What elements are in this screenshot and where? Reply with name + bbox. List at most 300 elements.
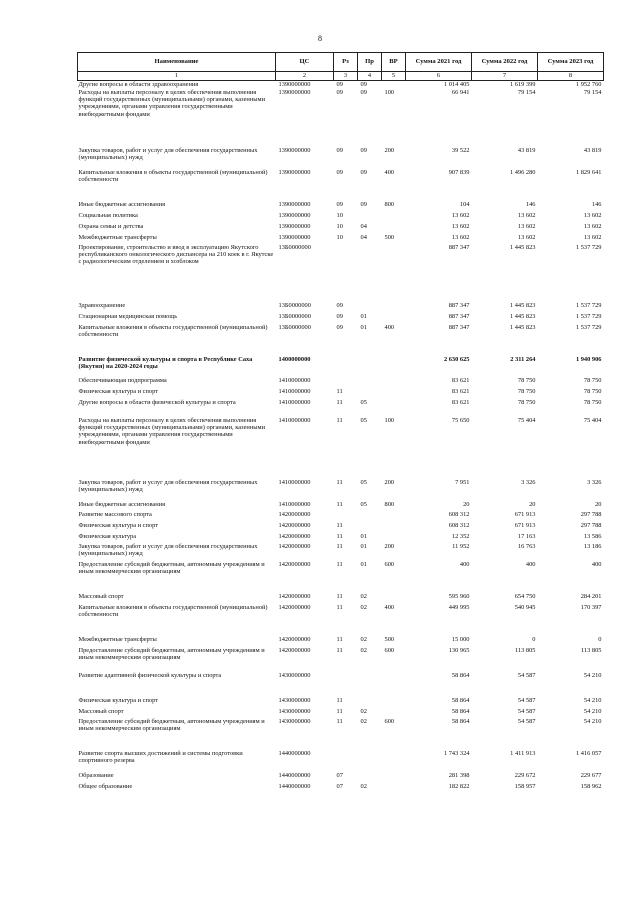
row-section: 10: [336, 233, 343, 241]
table-row: [78, 147, 604, 169]
header-pr: Пр: [358, 53, 382, 72]
row-sum-2021: 75 650: [451, 416, 470, 424]
row-sum-2021: 608 312: [448, 510, 470, 518]
row-target-code: 1430000000: [278, 671, 311, 679]
row-section: 11: [336, 416, 343, 424]
row-sum-2023: 54 210: [583, 707, 602, 715]
table-row: [78, 169, 604, 201]
table-row: [78, 543, 604, 561]
row-expense-type: [382, 750, 406, 772]
row-name: Расходы на выплаты персоналу в целях обеспечения выполнения функций государственных (муниципальными) органами, казенными учреждениями, органами управления государственными внебюджетными фондами: [78, 88, 266, 118]
row-target-code: 1430000000: [278, 717, 311, 725]
table-row: [78, 223, 604, 234]
row-sum-2023: 1 952 760: [575, 81, 602, 88]
row-section: 11: [336, 478, 343, 486]
row-target-code: 1410000000: [278, 416, 311, 424]
row-expense-type: 200: [384, 542, 395, 550]
column-number: 6: [406, 72, 472, 81]
row-sum-2023: 297 788: [580, 510, 602, 518]
header-sum-2022: Сумма 2022 год: [472, 53, 538, 72]
row-sum-2021: 66 941: [451, 88, 470, 96]
row-target-code: 1420000000: [278, 560, 311, 568]
row-sum-2022: 2 311 264: [510, 355, 536, 363]
row-section: 10: [336, 222, 343, 230]
row-expense-type: [382, 356, 406, 377]
table-row: [78, 672, 604, 697]
column-number-row: [78, 72, 604, 81]
row-sum-2021: 7 951: [455, 478, 470, 486]
table-row: [78, 718, 604, 750]
row-sum-2021: 887 347: [448, 243, 470, 251]
table-row: [78, 750, 604, 772]
column-number: 8: [538, 72, 604, 81]
row-expense-type: 800: [384, 200, 395, 208]
column-number: 7: [472, 72, 538, 81]
row-name: Физическая культура: [78, 532, 137, 540]
row-sum-2022: 540 945: [514, 603, 536, 611]
row-sum-2021: 400: [459, 560, 470, 568]
row-sum-2023: 13 602: [583, 233, 602, 241]
row-sum-2023: 229 677: [580, 771, 602, 779]
row-sum-2023: 146: [591, 200, 602, 208]
row-subsection: 02: [360, 635, 367, 643]
row-sum-2022: 75 404: [517, 416, 536, 424]
row-sum-2022: 16 763: [517, 542, 536, 550]
header-sum-2023: Сумма 2023 год: [538, 53, 604, 72]
row-sum-2021: 130 965: [448, 646, 470, 654]
column-number: 4: [358, 72, 382, 81]
table-row: [78, 561, 604, 593]
table-body: [78, 81, 604, 793]
row-expense-type: [382, 399, 406, 417]
row-sum-2022: 13 602: [517, 211, 536, 219]
row-section: 11: [336, 532, 343, 540]
row-sum-2023: 113 805: [580, 646, 602, 654]
row-expense-type: [382, 522, 406, 533]
row-expense-type: [382, 672, 406, 697]
row-sum-2023: 13 186: [583, 542, 602, 550]
row-subsection: [358, 697, 382, 708]
row-name: Закупка товаров, работ и услуг для обеспечения государственных (муниципальных) нужд: [78, 542, 258, 557]
row-expense-type: [382, 697, 406, 708]
row-expense-type: 100: [384, 88, 395, 96]
row-sum-2022: 0: [532, 635, 536, 643]
row-section: 07: [336, 771, 343, 779]
table-row: [78, 708, 604, 718]
row-target-code: 1420000000: [278, 510, 311, 518]
row-section: [334, 377, 358, 388]
row-sum-2023: 43 819: [583, 146, 602, 154]
header-rz: Рз: [334, 53, 358, 72]
row-name: Социальная политика: [78, 211, 138, 219]
row-target-code: 1410000000: [278, 376, 311, 384]
row-expense-type: 100: [384, 416, 395, 424]
row-sum-2021: 281 398: [448, 771, 470, 779]
row-sum-2022: 13 602: [517, 233, 536, 241]
row-section: 11: [336, 592, 343, 600]
row-section: 11: [336, 603, 343, 611]
column-number: 1: [78, 72, 276, 81]
row-target-code: 1440000000: [278, 749, 311, 757]
row-expense-type: 600: [384, 646, 395, 654]
row-subsection: 01: [360, 542, 367, 550]
table-row: [78, 302, 604, 313]
row-subsection: 05: [360, 478, 367, 486]
row-subsection: [358, 672, 382, 697]
row-name: Капитальные вложения в объекты государственной (муниципальной) собственности: [78, 168, 268, 183]
page-number: 8: [318, 34, 322, 43]
row-sum-2021: 11 952: [452, 542, 470, 550]
row-name: Развитие массового спорта: [78, 510, 152, 518]
row-subsection: [358, 356, 382, 377]
row-sum-2022: 1 445 823: [509, 312, 536, 320]
row-expense-type: [382, 388, 406, 399]
row-name: Охрана семьи и детства: [78, 222, 144, 230]
row-expense-type: [382, 593, 406, 604]
row-sum-2023: 1 537 729: [575, 312, 602, 320]
row-sum-2023: 13 602: [583, 211, 602, 219]
table-header-row: [78, 53, 604, 72]
row-name: Развитие адаптивной физической культуры и спорта: [78, 671, 222, 679]
row-name: Предоставление субсидий бюджетным, автономным учреждениям и иным некоммерческим организациям: [78, 646, 265, 661]
row-section: 09: [336, 88, 343, 96]
table-row: [78, 388, 604, 399]
row-expense-type: 600: [384, 717, 395, 725]
row-sum-2022: 1 496 280: [509, 168, 536, 176]
row-sum-2021: 608 312: [448, 521, 470, 529]
row-subsection: 02: [360, 646, 367, 654]
row-target-code: 1410000000: [278, 500, 311, 508]
header-cs: ЦС: [276, 53, 334, 72]
row-name: Образование: [78, 771, 114, 779]
row-name: Иные бюджетные ассигнования: [78, 200, 166, 208]
row-expense-type: [382, 81, 406, 89]
row-sum-2021: 595 960: [448, 592, 470, 600]
row-sum-2021: 2 630 625: [443, 355, 470, 363]
row-expense-type: [382, 511, 406, 522]
row-subsection: 02: [360, 592, 367, 600]
row-sum-2023: 13 586: [583, 532, 602, 540]
column-number: 2: [276, 72, 334, 81]
row-expense-type: [382, 212, 406, 223]
row-sum-2021: 887 347: [448, 312, 470, 320]
row-subsection: 05: [360, 416, 367, 424]
row-target-code: 13Б0000000: [278, 323, 311, 331]
table-row: [78, 417, 604, 479]
row-sum-2023: 1 416 057: [575, 749, 602, 757]
row-section: 10: [336, 211, 343, 219]
row-name: Другие вопросы в области физической культуры и спорта: [78, 398, 236, 406]
row-name: Стационарная медицинская помощь: [78, 312, 178, 320]
row-subsection: 09: [360, 168, 367, 176]
row-subsection: 02: [360, 603, 367, 611]
row-subsection: 01: [360, 532, 367, 540]
row-name: Капитальные вложения в объекты государственной (муниципальной) собственности: [78, 323, 268, 338]
row-expense-type: 200: [384, 478, 395, 486]
row-sum-2021: 182 822: [448, 782, 470, 790]
table-row: [78, 234, 604, 244]
row-subsection: [358, 212, 382, 223]
row-section: 09: [336, 81, 343, 88]
row-sum-2023: 170 397: [580, 603, 602, 611]
row-name: Физическая культура и спорт: [78, 521, 159, 529]
row-sum-2023: 75 404: [583, 416, 602, 424]
row-subsection: 09: [360, 81, 367, 88]
row-subsection: [358, 377, 382, 388]
row-sum-2021: 13 602: [451, 222, 470, 230]
row-target-code: 1390000000: [278, 222, 311, 230]
row-sum-2023: 54 210: [583, 717, 602, 725]
row-target-code: 1390000000: [278, 146, 311, 154]
row-expense-type: 400: [384, 323, 395, 331]
row-subsection: [358, 244, 382, 302]
row-sum-2021: 83 621: [451, 387, 470, 395]
row-sum-2023: 78 750: [583, 398, 602, 406]
row-sum-2021: 58 864: [451, 696, 470, 704]
row-sum-2023: 400: [591, 560, 602, 568]
row-sum-2021: 104: [459, 200, 470, 208]
row-name: Предоставление субсидий бюджетным, автономным учреждениям и иным некоммерческим организациям: [78, 717, 265, 732]
row-sum-2023: 1 829 641: [575, 168, 602, 176]
row-expense-type: [382, 302, 406, 313]
row-section: 11: [336, 398, 343, 406]
table-row: [78, 212, 604, 223]
row-section: [334, 356, 358, 377]
row-sum-2023: 78 750: [583, 376, 602, 384]
row-subsection: 04: [360, 222, 367, 230]
row-target-code: 1420000000: [278, 532, 311, 540]
row-name: Массовый спорт: [78, 592, 124, 600]
table-row: [78, 324, 604, 356]
row-subsection: 05: [360, 500, 367, 508]
row-sum-2022: 1 445 823: [509, 301, 536, 309]
row-sum-2022: 671 913: [514, 510, 536, 518]
row-sum-2022: 54 587: [517, 696, 536, 704]
row-sum-2022: 1 619 399: [509, 81, 536, 88]
row-target-code: 1420000000: [278, 635, 311, 643]
row-sum-2022: 78 750: [517, 398, 536, 406]
table-row: [78, 593, 604, 604]
row-sum-2021: 887 347: [448, 301, 470, 309]
row-expense-type: 400: [384, 168, 395, 176]
row-target-code: 13Б0000000: [278, 243, 311, 251]
row-sum-2023: 54 210: [583, 696, 602, 704]
row-target-code: 1420000000: [278, 521, 311, 529]
row-sum-2023: 0: [598, 635, 602, 643]
row-expense-type: [382, 377, 406, 388]
row-section: [334, 244, 358, 302]
row-name: Межбюджетные трансферты: [78, 233, 157, 241]
row-sum-2021: 907 839: [448, 168, 470, 176]
row-subsection: 01: [360, 323, 367, 331]
row-name: Обеспечивающая подпрограмма: [78, 376, 167, 384]
table-row: [78, 313, 604, 324]
row-target-code: 1430000000: [278, 707, 311, 715]
row-sum-2022: 229 672: [514, 771, 536, 779]
row-expense-type: 500: [384, 635, 395, 643]
row-target-code: 1440000000: [278, 771, 311, 779]
row-subsection: 05: [360, 398, 367, 406]
row-name: Развитие физической культуры и спорта в Республике Саха (Якутия) на 2020-2024 годы: [78, 355, 253, 370]
row-sum-2023: 284 201: [580, 592, 602, 600]
table-row: [78, 697, 604, 708]
row-sum-2022: 54 587: [517, 717, 536, 725]
row-target-code: 1390000000: [278, 211, 311, 219]
table-row: [78, 533, 604, 543]
row-sum-2022: 17 163: [517, 532, 536, 540]
table-row: [78, 783, 604, 793]
row-target-code: 1390000000: [278, 88, 311, 96]
row-sum-2022: 400: [525, 560, 536, 568]
row-sum-2023: 158 962: [580, 782, 602, 790]
row-name: Массовый спорт: [78, 707, 124, 715]
row-section: 09: [336, 200, 343, 208]
row-sum-2021: 83 621: [451, 398, 470, 406]
row-sum-2021: 1 743 324: [443, 749, 470, 757]
row-name: Межбюджетные трансферты: [78, 635, 157, 643]
row-subsection: 09: [360, 88, 367, 96]
row-sum-2023: 1 537 729: [575, 323, 602, 331]
row-target-code: 1410000000: [278, 398, 311, 406]
row-subsection: 02: [360, 782, 367, 790]
row-sum-2023: 1 537 729: [575, 301, 602, 309]
row-sum-2022: 1 445 823: [509, 323, 536, 331]
row-sum-2022: 113 805: [514, 646, 536, 654]
row-sum-2022: 78 750: [517, 387, 536, 395]
row-section: [334, 750, 358, 772]
row-sum-2022: 654 750: [514, 592, 536, 600]
column-number: 3: [334, 72, 358, 81]
row-subsection: [358, 750, 382, 772]
row-subsection: 02: [360, 717, 367, 725]
row-section: [334, 672, 358, 697]
row-sum-2023: 1 537 729: [575, 243, 602, 251]
row-sum-2021: 20: [463, 500, 470, 508]
row-section: 11: [336, 635, 343, 643]
row-sum-2023: 13 602: [583, 222, 602, 230]
row-section: 09: [336, 312, 343, 320]
row-section: 07: [336, 782, 343, 790]
row-name: Общее образование: [78, 782, 133, 790]
row-sum-2023: 297 788: [580, 521, 602, 529]
row-sum-2023: 20: [595, 500, 602, 508]
row-section: 11: [336, 560, 343, 568]
budget-table: [77, 52, 604, 793]
table-row: [78, 636, 604, 647]
row-name: Здравоохранение: [78, 301, 126, 309]
row-section: 11: [336, 717, 343, 725]
table-row: [78, 356, 604, 377]
row-expense-type: [382, 783, 406, 793]
row-target-code: 1420000000: [278, 592, 311, 600]
row-name: Физическая культура и спорт: [78, 696, 159, 704]
row-target-code: 13Б0000000: [278, 301, 311, 309]
row-expense-type: [382, 533, 406, 543]
header-vr: ВР: [382, 53, 406, 72]
row-subsection: 02: [360, 707, 367, 715]
table-row: [78, 501, 604, 511]
row-target-code: 1390000000: [278, 233, 311, 241]
row-target-code: 1410000000: [278, 478, 311, 486]
row-sum-2021: 13 602: [451, 211, 470, 219]
row-name: Другие вопросы в области здравоохранения: [78, 81, 199, 88]
row-subsection: 09: [360, 200, 367, 208]
row-sum-2022: 146: [525, 200, 536, 208]
row-sum-2021: 58 864: [451, 717, 470, 725]
row-section: 11: [336, 646, 343, 654]
table-row: [78, 522, 604, 533]
row-section: 11: [336, 696, 343, 704]
row-sum-2021: 58 864: [451, 671, 470, 679]
row-sum-2022: 43 819: [517, 146, 536, 154]
row-subsection: 01: [360, 312, 367, 320]
table-row: [78, 479, 604, 501]
row-expense-type: 400: [384, 603, 395, 611]
row-section: [334, 511, 358, 522]
row-section: 11: [336, 387, 343, 395]
row-subsection: [358, 511, 382, 522]
row-expense-type: [382, 772, 406, 783]
row-name: Развитие спорта высших достижений и системы подготовки спортивного резерва: [78, 749, 243, 764]
table-row: [78, 377, 604, 388]
header-sum-2021: Сумма 2021 год: [406, 53, 472, 72]
row-subsection: 09: [360, 146, 367, 154]
row-sum-2021: 39 522: [451, 146, 470, 154]
row-section: 11: [336, 521, 343, 529]
row-expense-type: [382, 313, 406, 324]
table-row: [78, 511, 604, 522]
row-section: 09: [336, 323, 343, 331]
row-expense-type: 600: [384, 560, 395, 568]
row-target-code: 1390000000: [278, 81, 311, 88]
row-name: Проектирование, строительство и ввод в эксплуатацию Якутского республиканского онкологического диспансера на 210 коек в г. Якутске с радиологическим отделением и хозблоком: [78, 243, 274, 266]
row-sum-2023: 78 750: [583, 387, 602, 395]
row-sum-2023: 79 154: [583, 88, 602, 96]
row-section: 11: [336, 542, 343, 550]
row-section: 09: [336, 168, 343, 176]
row-target-code: 1410000000: [278, 387, 311, 395]
row-sum-2021: 13 602: [451, 233, 470, 241]
row-sum-2022: 1 411 913: [510, 749, 536, 757]
row-name: Расходы на выплаты персоналу в целях обеспечения выполнения функций государственных (муниципальными) органами, казенными учреждениями, органами управления государственными внебюджетными фондами: [78, 416, 266, 446]
row-name: Предоставление субсидий бюджетным, автономным учреждениям и иным некоммерческим организациям: [78, 560, 265, 575]
row-sum-2021: 1 014 405: [443, 81, 470, 88]
row-sum-2022: 3 326: [521, 478, 536, 486]
row-target-code: 1390000000: [278, 168, 311, 176]
row-sum-2022: 13 602: [517, 222, 536, 230]
row-name: Физическая культура и спорт: [78, 387, 159, 395]
row-name: Иные бюджетные ассигнования: [78, 500, 166, 508]
column-number: 5: [382, 72, 406, 81]
row-target-code: 1420000000: [278, 603, 311, 611]
row-subsection: [358, 772, 382, 783]
row-sum-2021: 12 352: [451, 532, 470, 540]
row-target-code: 1400000000: [278, 355, 311, 363]
row-target-code: 1420000000: [278, 646, 311, 654]
row-sum-2023: 1 940 906: [575, 355, 602, 363]
row-sum-2021: 58 864: [451, 707, 470, 715]
row-sum-2021: 449 995: [448, 603, 470, 611]
table-row: [78, 244, 604, 302]
table-row: [78, 201, 604, 212]
row-sum-2021: 15 000: [451, 635, 470, 643]
row-sum-2022: 158 957: [514, 782, 536, 790]
table-row: [78, 604, 604, 636]
row-sum-2022: 1 445 823: [509, 243, 536, 251]
row-sum-2022: 20: [529, 500, 536, 508]
row-sum-2021: 887 347: [448, 323, 470, 331]
row-sum-2022: 54 587: [517, 671, 536, 679]
